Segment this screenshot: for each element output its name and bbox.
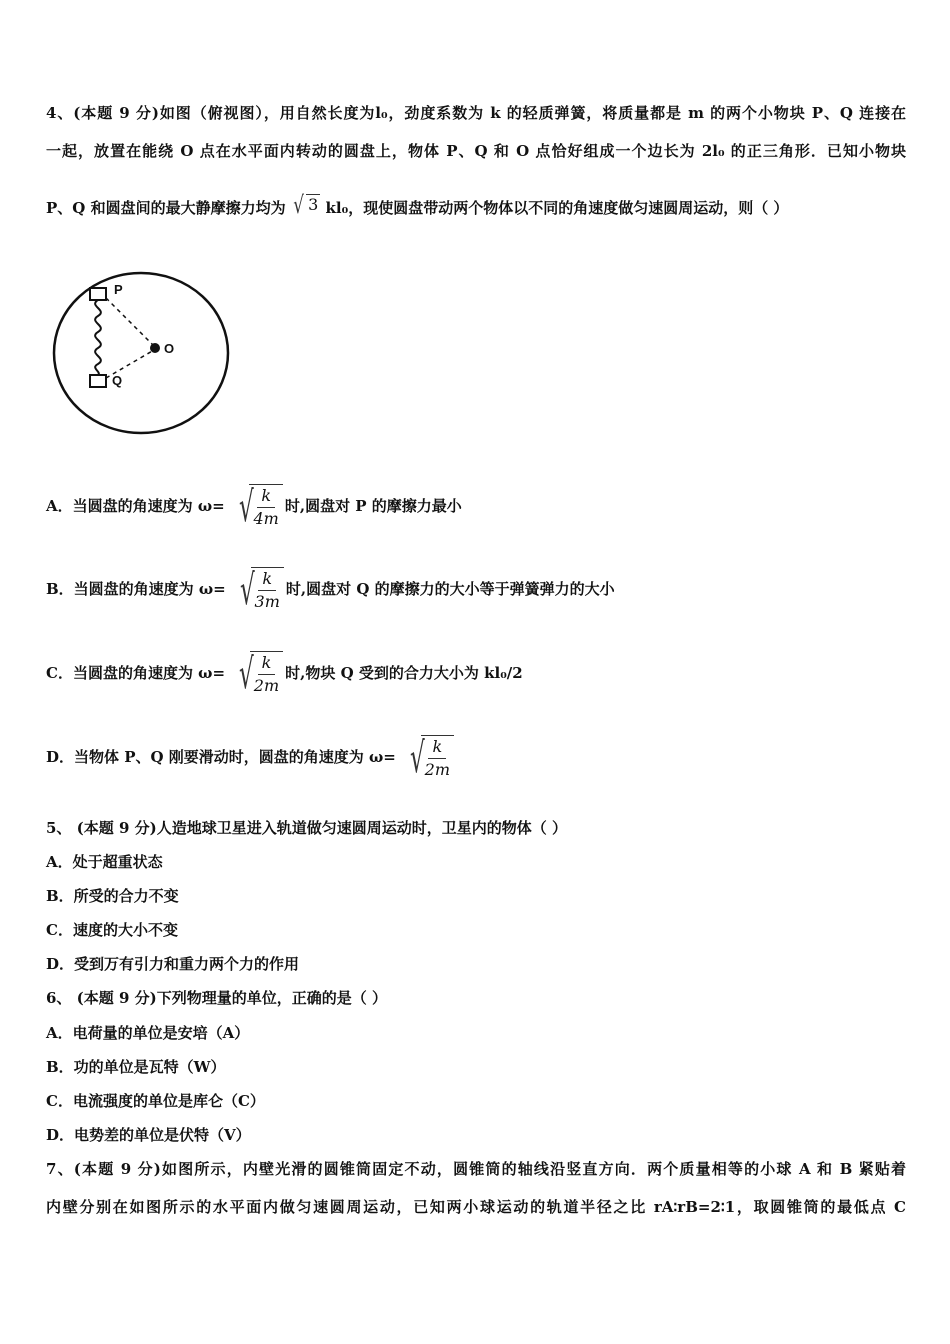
q5-option-c: C．速度的大小不变: [46, 921, 178, 939]
q4-line-3b: kl₀，现使圆盘带动两个物体以不同的角速度做匀速圆周运动，则（ ）: [325, 199, 789, 217]
disk-figure: [50, 268, 240, 440]
q4-line-2: 一起，放置在能绕 O 点在水平面内转动的圆盘上，物体 P、Q 和 O 点恰好组成一个边长为 2l₀ 的正三角形．已知小物块: [46, 142, 906, 160]
q4-option-a: A．当圆盘的角速度为 ω= √ $\frac{k}{4m}$ 时,圆盘对 P 的摩擦力最小: [46, 482, 462, 531]
block-p: [90, 288, 106, 300]
block-q: [90, 375, 106, 387]
q6-stem: 6、 (本题 9 分)下列物理量的单位，正确的是（ ）: [46, 989, 387, 1007]
q5-option-a: A．处于超重状态: [46, 853, 163, 871]
q4-option-c: C．当圆盘的角速度为 ω= √ $\frac{k}{2m}$ 时,物块 Q 受到的合力大小为 kl₀/2: [46, 649, 523, 698]
center-o: [150, 343, 160, 353]
label-o: O: [164, 341, 175, 356]
q4-line-1: 4、(本题 9 分)如图（俯视图），用自然长度为l₀，劲度系数为 k 的轻质弹簧，将质量都是 m 的两个小物块 P、Q 连接在: [46, 104, 906, 122]
q6-option-c: C．电流强度的单位是库仑（C）: [46, 1092, 265, 1110]
label-q: Q: [112, 373, 123, 388]
q6-option-b: B．功的单位是瓦特（W）: [46, 1058, 226, 1076]
dash-p-o: [106, 298, 154, 346]
q4-option-b: B．当圆盘的角速度为 ω= √ $\frac{k}{3m}$ 时,圆盘对 Q 的摩擦力的大小等于弹簧弹力的大小: [46, 565, 615, 614]
q7-line-2: 内壁分别在如图所示的水平面内做匀速圆周运动，已知两小球运动的轨道半径之比 rA∶rB=2∶1，取圆锥筒的最低点 C: [46, 1198, 906, 1216]
disk-circle: [54, 273, 228, 433]
q4-line-3: [46, 191, 789, 219]
q5-option-b: B．所受的合力不变: [46, 887, 179, 905]
q5-option-d: D．受到万有引力和重力两个力的作用: [46, 955, 300, 973]
q4-option-d: D．当物体 P、Q 刚要滑动时，圆盘的角速度为 ω= √ $\frac{k}{2m}$: [46, 735, 456, 781]
q7-line-1: 7、(本题 9 分)如图所示，内壁光滑的圆锥筒固定不动，圆锥筒的轴线沿竖直方向．两个质量相等的小球 A 和 B 紧贴着: [46, 1160, 906, 1178]
sqrt-three: √ 3: [293, 191, 319, 219]
q6-option-a: A．电荷量的单位是安培（A）: [46, 1024, 250, 1042]
label-p: P: [114, 282, 123, 297]
q5-stem: 5、 (本题 9 分)人造地球卫星进入轨道做匀速圆周运动时，卫星内的物体（ ）: [46, 819, 567, 837]
spring: [95, 300, 101, 375]
q6-option-d: D．电势差的单位是伏特（V）: [46, 1126, 251, 1144]
q4-line-3a: P、Q 和圆盘间的最大静摩擦力均为: [46, 199, 286, 217]
